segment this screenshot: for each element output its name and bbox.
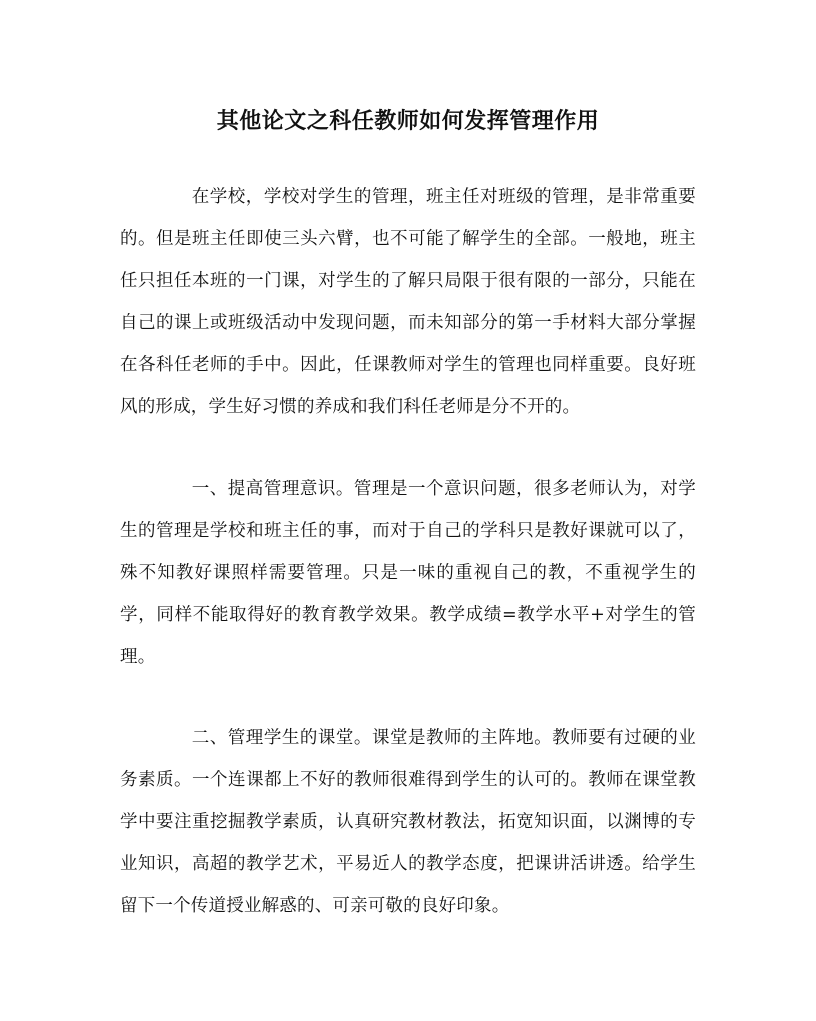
paragraph-intro: 在学校，学校对学生的管理，班主任对班级的管理，是非常重要的。但是班主任即使三头六臂，也不可能了解学生的全部。一般地，班主任只担任本班的一门课，对学生的了解只局限于很有限的一部分，只能在自己的课上或班级活动中发现问题，而未知部分的第一手材料大部分掌握在各科任老师的手中。因此，任课教师对学生的管理也同样重要。良好班风的形成，学生好习惯的养成和我们科任老师是分不开的。 <box>120 187 696 417</box>
document-title: 其他论文之科任教师如何发挥管理作用 <box>216 108 600 134</box>
paragraph-section-2: 二、管理学生的课堂。课堂是教师的主阵地。教师要有过硬的业务素质。一个连课都上不好的教师很难得到学生的认可的。教师在课堂教学中要注重挖掘教学素质，认真研究教材教法，拓宽知识面，以渊博的专业知识，高超的教学艺术，平易近人的教学态度，把课讲活讲透。给学生留下一个传道授业解惑的、可亲可敬的良好印象。 <box>120 728 696 916</box>
paragraph-section-1: 一、提高管理意识。管理是一个意识问题，很多老师认为，对学生的管理是学校和班主任的事，而对于自己的学科只是教好课就可以了，殊不知教好课照样需要管理。只是一味的重视自己的教，不重视学生的学，同样不能取得好的教育教学效果。教学成绩=教学水平+对学生的管理。 <box>120 479 696 667</box>
